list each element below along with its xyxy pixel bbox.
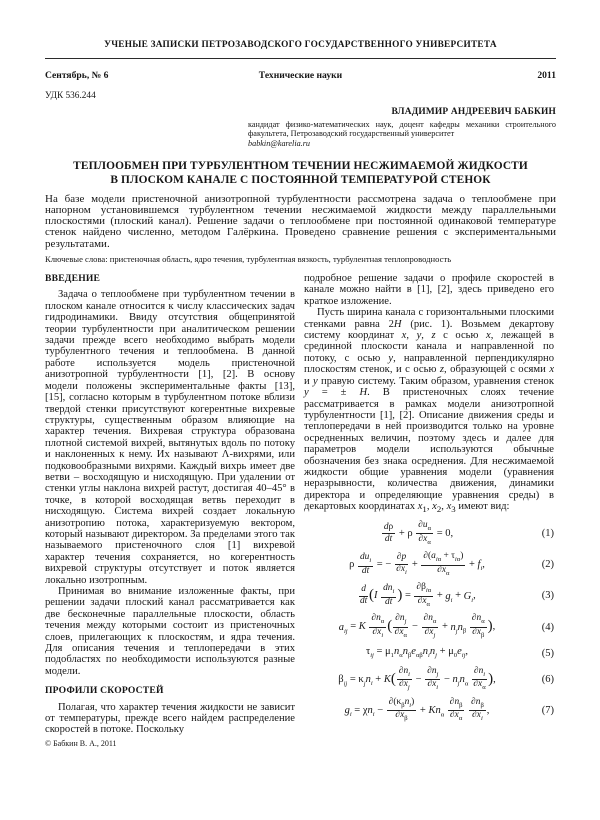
right-column	[304, 273, 554, 749]
author-email: babkin@karelia.ru	[248, 138, 311, 148]
equation-formula: $\beta_{ij} = \kappa_jn_i + K$( $\frac{\partial n_i}{\partial x_j}$ − $\frac{\partial n_j}{\partial x_i}$ − $n_jn_\alpha$ $\frac{\partial n_i}{\partial x_\alpha}$ ),	[338, 665, 496, 692]
udk-code: УДК 536.244	[45, 91, 96, 101]
equation-formula: $\frac{d\rho}{dt}$ + ρ $\frac{\partial u_\alpha}{\partial x_\alpha}$ = 0,	[383, 520, 454, 546]
equation-3	[304, 583, 554, 609]
equation-6	[304, 667, 554, 693]
equation-1	[304, 521, 554, 547]
paragraph: Принимая во внимание изложенные факты, при решении задачи плоский канал рассматривается как две бесконечные параллельные плоскости, область течения между которыми состоит из пристеночных слоев, прилегающих к плоскостям, и ядра течения. Для описания течения и теплопередачи в этих подобластях по необходимости используются разные модели.	[45, 586, 295, 677]
article-keywords: Ключевые слова: пристеночная область, ядро течения, турбулентная вязкость, турбулентная теплопроводность	[45, 254, 452, 265]
author-name: ВЛАДИМИР АНДРЕЕВИЧ БАБКИН	[391, 107, 556, 117]
article-title-line2: В ПЛОСКОМ КАНАЛЕ С ПОСТОЯННОЙ ТЕМПЕРАТУРОЙ СТЕНОК	[110, 173, 491, 186]
equation-7	[304, 698, 554, 724]
equation-number: (6)	[541, 673, 554, 685]
issue-row	[45, 70, 556, 82]
article-title	[45, 160, 556, 187]
equation-5	[304, 646, 554, 662]
equation-formula: $\tau_{ij} = \mu_1n_\alpha n_\beta e_{\alpha\beta}n_in_j + \mu_0e_{ij}$,	[365, 645, 469, 659]
journal-section: Технические науки	[258, 70, 343, 81]
equation-formula: $g_i = \chi n_i$ − $\frac{\partial(\kappa_\beta n_i)}{\partial x_\beta}$ + $Kn_\alpha$ $\frac{\partial n_\beta}{\partial x_\alpha}$ $\frac{\partial n_\beta}{\partial x_i}$ ,	[344, 696, 490, 723]
section-heading-introduction: ВВЕДЕНИЕ	[45, 273, 101, 285]
paragraph: Пусть ширина канала с горизонтальными плоскими стенками равна 2H (рис. 1). Возьмем декартову систему координат x, y, z с осью x, лежащей в срединной плоскости канала и направленной по потоку, с осью y, направленной перпендикулярно плоскостям стенок, и с осью z, образующей с осями x и y правую систему. Таким образом, уравнения стенок y = ± H. В пристеночных слоях течение рассматривается в рамках модели анизотропной турбулентности [1], [2]. Описание движения среды и теплопередачи в ней производится только на уровне осредненных величин, поэтому здесь и далее для параметров модели используются обычные обозначения без знака осреднения. Для несжимаемой жидкости общие уравнения модели (уравнения неразрывности, количества движения, динамики директора и определяющие уравнения среды) в декартовых координатах $x_1$, $x_2$, $x_3$ имеют вид:	[304, 307, 555, 515]
two-column-body	[45, 273, 556, 749]
author-block	[248, 108, 556, 148]
paragraph: Полагая, что характер течения жидкости не зависит от температуры, прежде всего найдем распределение скоростей в потоке. Поскольку	[45, 701, 295, 736]
author-affiliation: кандидат физико-математических наук, доцент кафедры механики строительного факультета, Петрозаводский государственный университет	[248, 119, 556, 139]
equation-4	[304, 614, 554, 640]
equation-number: (1)	[541, 528, 554, 540]
equation-formula: $\frac{d}{dt}$ (I $\frac{dn_i}{dt}$ ) = $\frac{\partial\beta_{i\alpha}}{\partial x_\alpha}$ + $g_i + G_i$,	[359, 582, 476, 609]
section-heading-velocity-profiles: ПРОФИЛИ СКОРОСТЕЙ	[45, 685, 164, 697]
issue-year: 2011	[537, 70, 556, 81]
equation-number: (3)	[541, 590, 554, 602]
equation-number: (2)	[541, 559, 554, 571]
left-column	[45, 273, 295, 749]
paragraph: подробное решение задачи о профиле скоростей в канале можно найти в [1], [2], здесь приведено его краткое изложение.	[304, 273, 554, 307]
copyright-note: © Бабкин В. А., 2011	[45, 738, 117, 748]
equation-formula: ρ $\frac{du_i}{dt}$ = − $\frac{\partial p}{\partial x_i}$ + $\frac{\partial(a_{i\alpha} + \tau_{i\alpha})}{\partial x_\alpha}$ + $f_i$,	[349, 551, 485, 577]
paragraph: Задача о теплообмене при турбулентном течении в плоском канале относится к числу классических задач гидродинамики. Ввиду отсутствия общепринятой теории турбулентности при аналитическом решении задачи прежде всего необходимо выбрать модели турбулентного течения и теплообмена. В данной работе используется модель пристеночной анизотропной турбулентности [1], [2]. В основу модели положены экспериментальные факты [13], [15], согласно которым в турбулентном потоке вблизи твердой стенки присутствуют когерентные вихревые структуры, существенным образом влияющие на характер течения. Вихревая структура образована плотной системой вихрей, вытянутых вдоль по потоку и наклоненных к нему. Их называют Λ-вихрями, или подковообразными вихрями. Каждый вихрь имеет две ветви – восходящую и нисходящую. При удалении от стенки углы наклона вихрей растут, достигая 40–45° в точке, в которой восходящая ветвь переходит в нисходящую. Система вихрей создает локальную анизотропию потока, характеризуемую вектором, который называют директором. За пределами этого так называемого пристеночного слоя [1] вихревой характер течения сохраняется, но когерентность вихревой структуры отсутствует и поток является локально изотропным.	[45, 289, 295, 586]
equation-number: (4)	[541, 621, 554, 633]
issue-number: Сентябрь, № 6	[45, 70, 109, 81]
equation-formula: $a_{ij} = K$ $\frac{\partial n_\alpha}{\partial x_i}$ ( $\frac{\partial n_j}{\partial x_\alpha}$ − $\frac{\partial n_\alpha}{\partial x_j}$ + $n_jn_\beta$ $\frac{\partial n_\alpha}{\partial x_\beta}$ ),	[338, 613, 496, 640]
equation-number: (5)	[541, 647, 554, 659]
equation-number: (7)	[541, 704, 554, 716]
equation-2	[304, 552, 554, 578]
article-abstract: На базе модели пристеночной анизотропной турбулентности рассмотрена задача о теплообмене при напорном установившемся турбулентном течении несжимаемой жидкости между параллельными плоскостями (плоский канал). Решение задачи о теплообмене при постоянной одинаковой температуре стенок найдено численно, методом Галёркина. Проведено сравнение решения с экспериментальными результатами.	[45, 192, 556, 250]
article-title-line1: ТЕПЛООБМЕН ПРИ ТУРБУЛЕНТНОМ ТЕЧЕНИИ НЕСЖИМАЕМОЙ ЖИДКОСТИ	[73, 160, 528, 173]
journal-title: УЧЕНЫЕ ЗАПИСКИ ПЕТРОЗАВОДСКОГО ГОСУДАРСТВЕННОГО УНИВЕРСИТЕТА	[45, 40, 556, 59]
